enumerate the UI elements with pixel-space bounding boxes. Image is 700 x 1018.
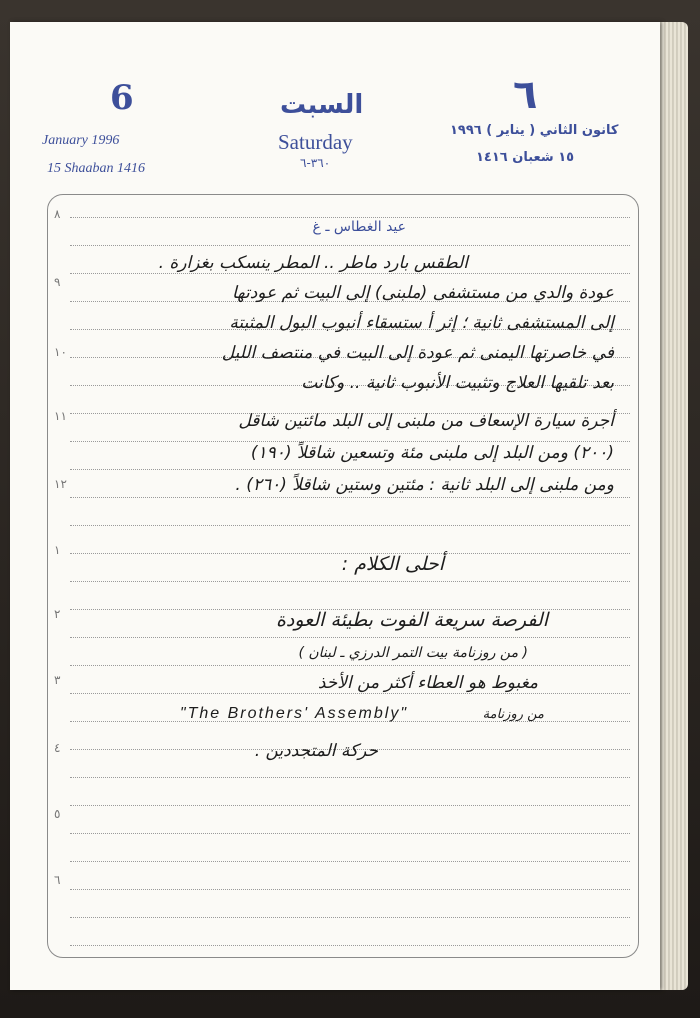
rule-line <box>70 833 630 834</box>
quote-source-prefix: من روزنامة <box>482 707 544 722</box>
entry-line: في خاصرتها اليمنى ثم عودة إلى البيت في منتصف الليل <box>221 343 614 363</box>
rule-line <box>70 525 630 526</box>
holiday-label: عيد الغطاس ـ غ <box>312 219 406 235</box>
rule-line <box>70 917 630 918</box>
rule-line <box>70 637 630 638</box>
entry-line: الطقس بارد ماطر .. المطر ينسكب بغزارة . <box>158 253 468 273</box>
hour-label: ٢ <box>54 607 61 621</box>
rule-line <box>70 469 630 470</box>
gregorian-date-ar: كانون الثاني ( يناير ) ١٩٩٦ <box>450 123 619 138</box>
rule-line <box>70 581 630 582</box>
quote-source-org: حركة المتجددين . <box>254 741 378 761</box>
entry-line: ومن ملبنى إلى البلد ثانية : مئتين وستين شاقلاً (٢٦٠) . <box>235 475 614 495</box>
rule-line <box>70 497 630 498</box>
quote-title: أحلى الكلام : <box>341 553 444 575</box>
weekday-arabic: السبت <box>280 90 364 120</box>
hour-label: ٨ <box>54 207 61 221</box>
day-number-latin: 6 <box>110 78 134 118</box>
hijri-date-en: 15 Shaaban 1416 <box>47 161 145 176</box>
day-number-arabic: ٦ <box>513 72 538 118</box>
entry-line: إلى المستشفى ثانية ؛ إثر أ ستسقاء أنبوب البول المثبتة <box>229 313 614 333</box>
hour-label: ٦ <box>54 873 61 887</box>
hour-label: ٥ <box>54 807 61 821</box>
gregorian-date-en: January 1996 <box>42 133 120 148</box>
hour-label: ٣ <box>54 673 61 687</box>
quote-line: مغبوط هو العطاء أكثر من الأخذ <box>317 673 538 693</box>
day-count: ٣٦٠-٦ <box>300 156 331 170</box>
entry-line: عودة والدي من مستشفى (ملبنى) إلى البيت ثم عودتها <box>231 283 614 303</box>
rule-line <box>70 861 630 862</box>
hijri-date-ar: ١٥ شعبان ١٤١٦ <box>476 150 575 165</box>
hour-label: ١١ <box>54 409 67 423</box>
rule-line <box>70 693 630 694</box>
quote-source: ( من روزنامة بيت التمر الدرزي ـ لبنان ) <box>298 645 528 661</box>
weekday-english: Saturday <box>278 130 353 154</box>
rule-line <box>70 805 630 806</box>
diary-page <box>10 22 660 990</box>
rule-line <box>70 945 630 946</box>
quote-source-english: "The Brothers' Assembly" <box>179 705 408 722</box>
hour-label: ١٢ <box>54 477 67 491</box>
notes-area <box>47 194 639 958</box>
entry-line: (٢٠٠) ومن البلد إلى ملبنى مئة وتسعين شاقلاً (١٩٠) <box>250 443 614 463</box>
rule-line <box>70 217 630 218</box>
rule-line <box>70 665 630 666</box>
rule-line <box>70 889 630 890</box>
rule-line <box>70 441 630 442</box>
hour-label: ١٠ <box>54 345 67 359</box>
rule-line <box>70 273 630 274</box>
hour-label: ٩ <box>54 275 61 289</box>
rule-line <box>70 245 630 246</box>
hour-label: ١ <box>54 543 61 557</box>
hour-label: ٤ <box>54 741 61 755</box>
entry-line: بعد تلقيها العلاج وتثبيت الأنبوب ثانية .. وكانت <box>301 373 614 393</box>
rule-line <box>70 777 630 778</box>
quote-line: الفرصة سريعة الفوت بطيئة العودة <box>275 609 548 631</box>
entry-line: أجرة سيارة الإسعاف من ملبنى إلى البلد مائتين شاقل <box>238 411 614 431</box>
